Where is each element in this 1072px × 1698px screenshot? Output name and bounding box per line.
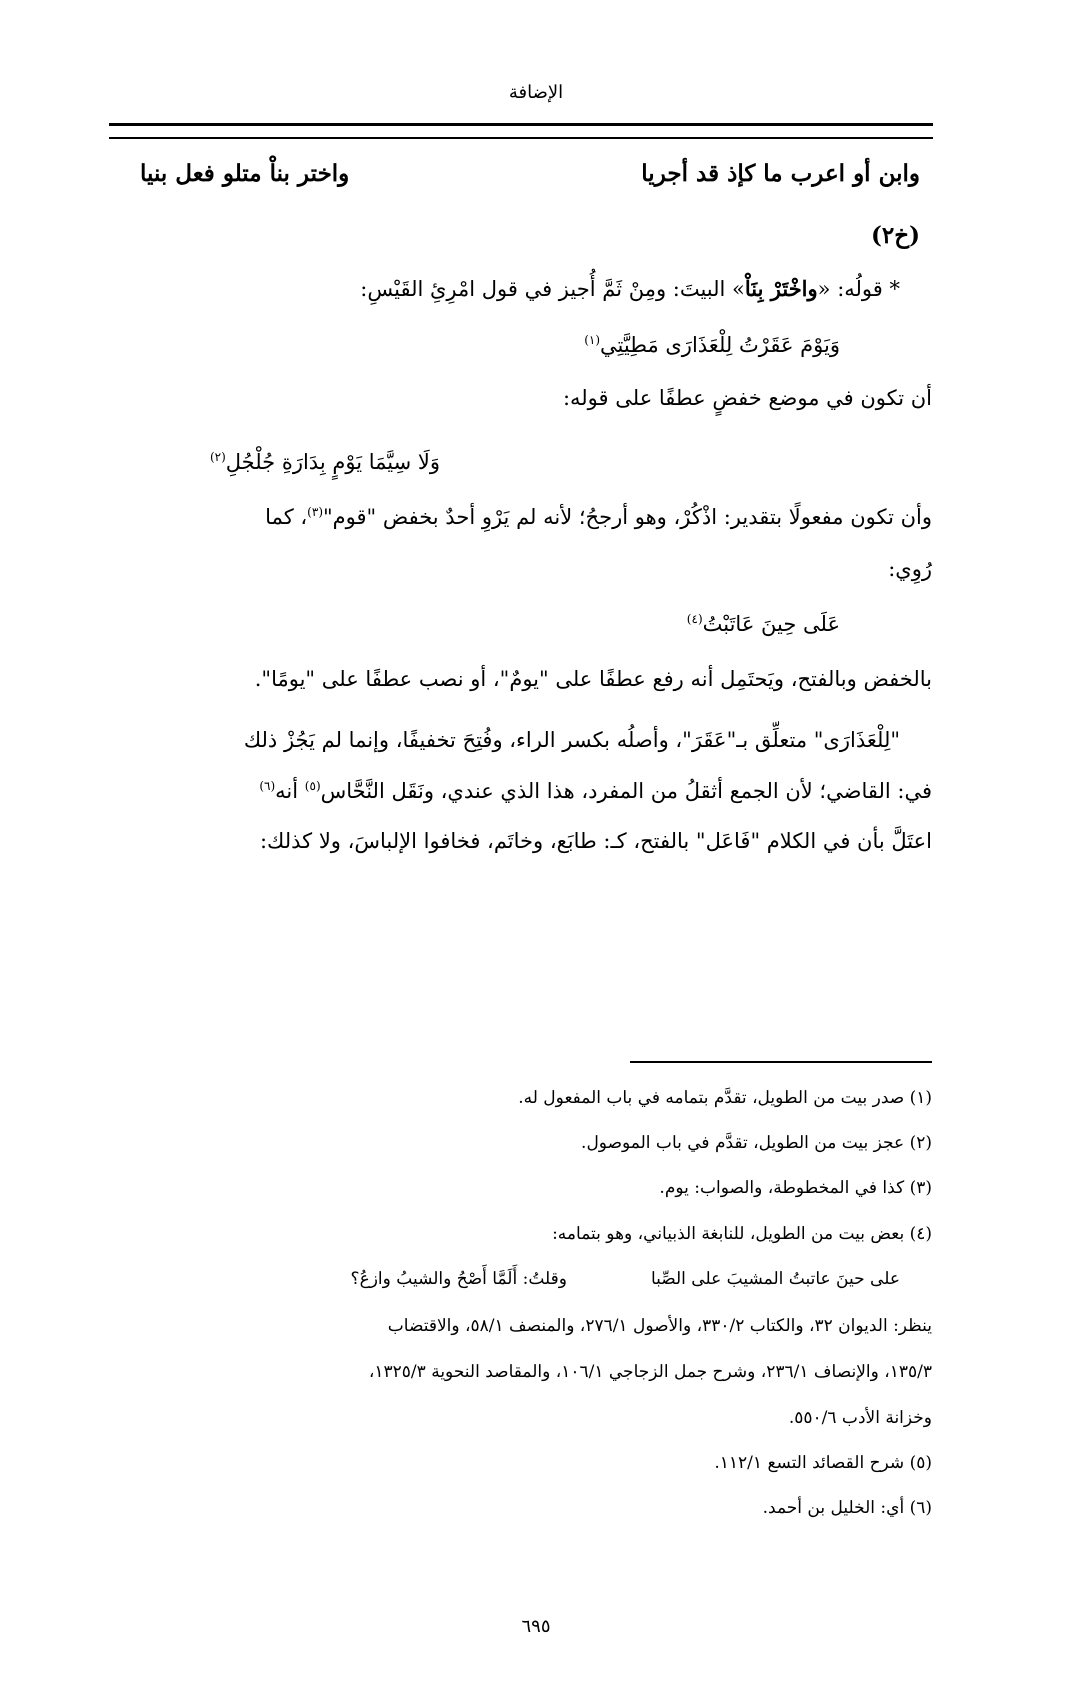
poem-line-1 <box>584 333 840 357</box>
commentary-line-9: "لِلْعَذَارَى" متعلِّق بـ"عَقَرَ"، وأصلُه بكسر الراء، وفُتِحَ تخفيفًا، وإنما لم يَجُزْ ذلك <box>243 728 900 752</box>
footnote-separator <box>630 1061 932 1063</box>
line5-footnote-ref: (٣) <box>307 505 323 519</box>
footnote-3: (٣) كذا في المخطوطة، والصواب: يوم. <box>659 1178 932 1198</box>
line10-tail: أنه <box>275 779 305 803</box>
line10-footnote-ref-5: (٥) <box>304 779 321 793</box>
line10-text: في: القاضي؛ لأن الجمع أثقلُ من المفرد، هذا الذي عندي، ونَقَل النَّحَّاس <box>320 779 932 803</box>
footnote-5: (٥) شرح القصائد التسع ١١٢/١. <box>714 1453 932 1473</box>
footnote-4-verse-first: على حينَ عاتبتُ المشيبَ على الصِّبا <box>650 1269 900 1289</box>
line1-prefix: * قولُه: « <box>817 277 900 301</box>
commentary-line-3: أن تكون في موضع خفضٍ عطفًا على قوله: <box>562 386 932 410</box>
quoted-verse-bold: واخْتَرْ بِنَاْ <box>744 276 818 301</box>
page-number: ٦٩٥ <box>521 1616 551 1637</box>
running-header: الإضافة <box>508 82 564 103</box>
poem3-footnote-ref: (٤) <box>686 612 703 626</box>
poem2-text: وَلَا سِيَّمَا يَوْمٍ بِدَارَةِ جُلْجُلِ <box>225 450 440 474</box>
commentary-line-10 <box>140 779 932 803</box>
footnote-4-refs-line-3: وخزانة الأدب ٥٥٠/٦. <box>788 1408 932 1428</box>
poem1-text: وَيَوْمَ عَقَرْتُ لِلْعَذَارَى مَطِيَّتِي <box>600 333 840 357</box>
commentary-line-8: بالخفض وبالفتح، ويَحتَمِل أنه رفع عطفًا على "يومٌ"، أو نصب عطفًا على "يومًا". <box>254 667 932 691</box>
commentary-line-1 <box>140 276 900 301</box>
commentary-line-5 <box>140 505 932 529</box>
line10-footnote-ref-6: (٦) <box>259 779 276 793</box>
poem2-footnote-ref: (٢) <box>209 450 226 464</box>
poem-line-2 <box>210 450 440 474</box>
footnote-4: (٤) بعض بيت من الطويل، للنابغة الذبياني، وهو بتمامه: <box>552 1224 932 1244</box>
footnote-1: (١) صدر بيت من الطويل، تقدَّم بتمامه في باب المفعول له. <box>518 1088 932 1108</box>
verse-hemistich-first: وابن أو اعرب ما كإذ قد أجريا <box>641 160 920 187</box>
line5-tail: ، كما <box>265 505 308 529</box>
footnote-4-verse-second: وقلتُ: أَلَمَّا أَصْحُ والشيبُ وازعُ؟ <box>350 1269 567 1289</box>
line1-suffix: » البيتَ: ومِنْ ثَمَّ أُجيز في قول امْرِئِ القَيْسِ: <box>360 277 745 301</box>
footnote-4-refs-line-2: ١٣٥/٣، والإنصاف ٢٣٦/١، وشرح جمل الزجاجي ١٠٦/١، والمقاصد النحوية ١٣٢٥/٣، <box>368 1362 932 1382</box>
poem-line-3 <box>687 612 840 636</box>
line5-text: وأن تكون مفعولًا بتقدير: اذْكُرْ، وهو أرجحُ؛ لأنه لم يَرْوِ أحدٌ بخفض "قوم" <box>323 505 932 529</box>
footnote-4-refs-line-1: ينظر: الديوان ٣٢، والكتاب ٣٣٠/٢، والأصول ٢٧٦/١، والمنصف ٥٨/١، والاقتضاب <box>387 1316 932 1336</box>
footnote-2: (٢) عجز بيت من الطويل، تقدَّم في باب الموصول. <box>581 1133 932 1153</box>
verse-reference: (خ٢) <box>871 222 920 249</box>
commentary-line-6: رُوِي: <box>888 557 932 581</box>
footnote-6: (٦) أي: الخليل بن أحمد. <box>762 1498 932 1518</box>
poem1-footnote-ref: (١) <box>584 333 601 347</box>
header-rule-thin <box>109 137 933 139</box>
verse-hemistich-second: واختر بناْ متلو فعل بنيا <box>140 160 350 187</box>
poem3-text: عَلَى حِينَ عَاتَبْتُ <box>702 612 840 636</box>
commentary-line-11: اعتَلَّ بأن في الكلام "فَاعَل" بالفتح، كـ: طابَع، وخاتَم، فخافوا الإلباسَ، ولا كذلك: <box>259 829 932 853</box>
header-rule-thick <box>109 123 933 126</box>
